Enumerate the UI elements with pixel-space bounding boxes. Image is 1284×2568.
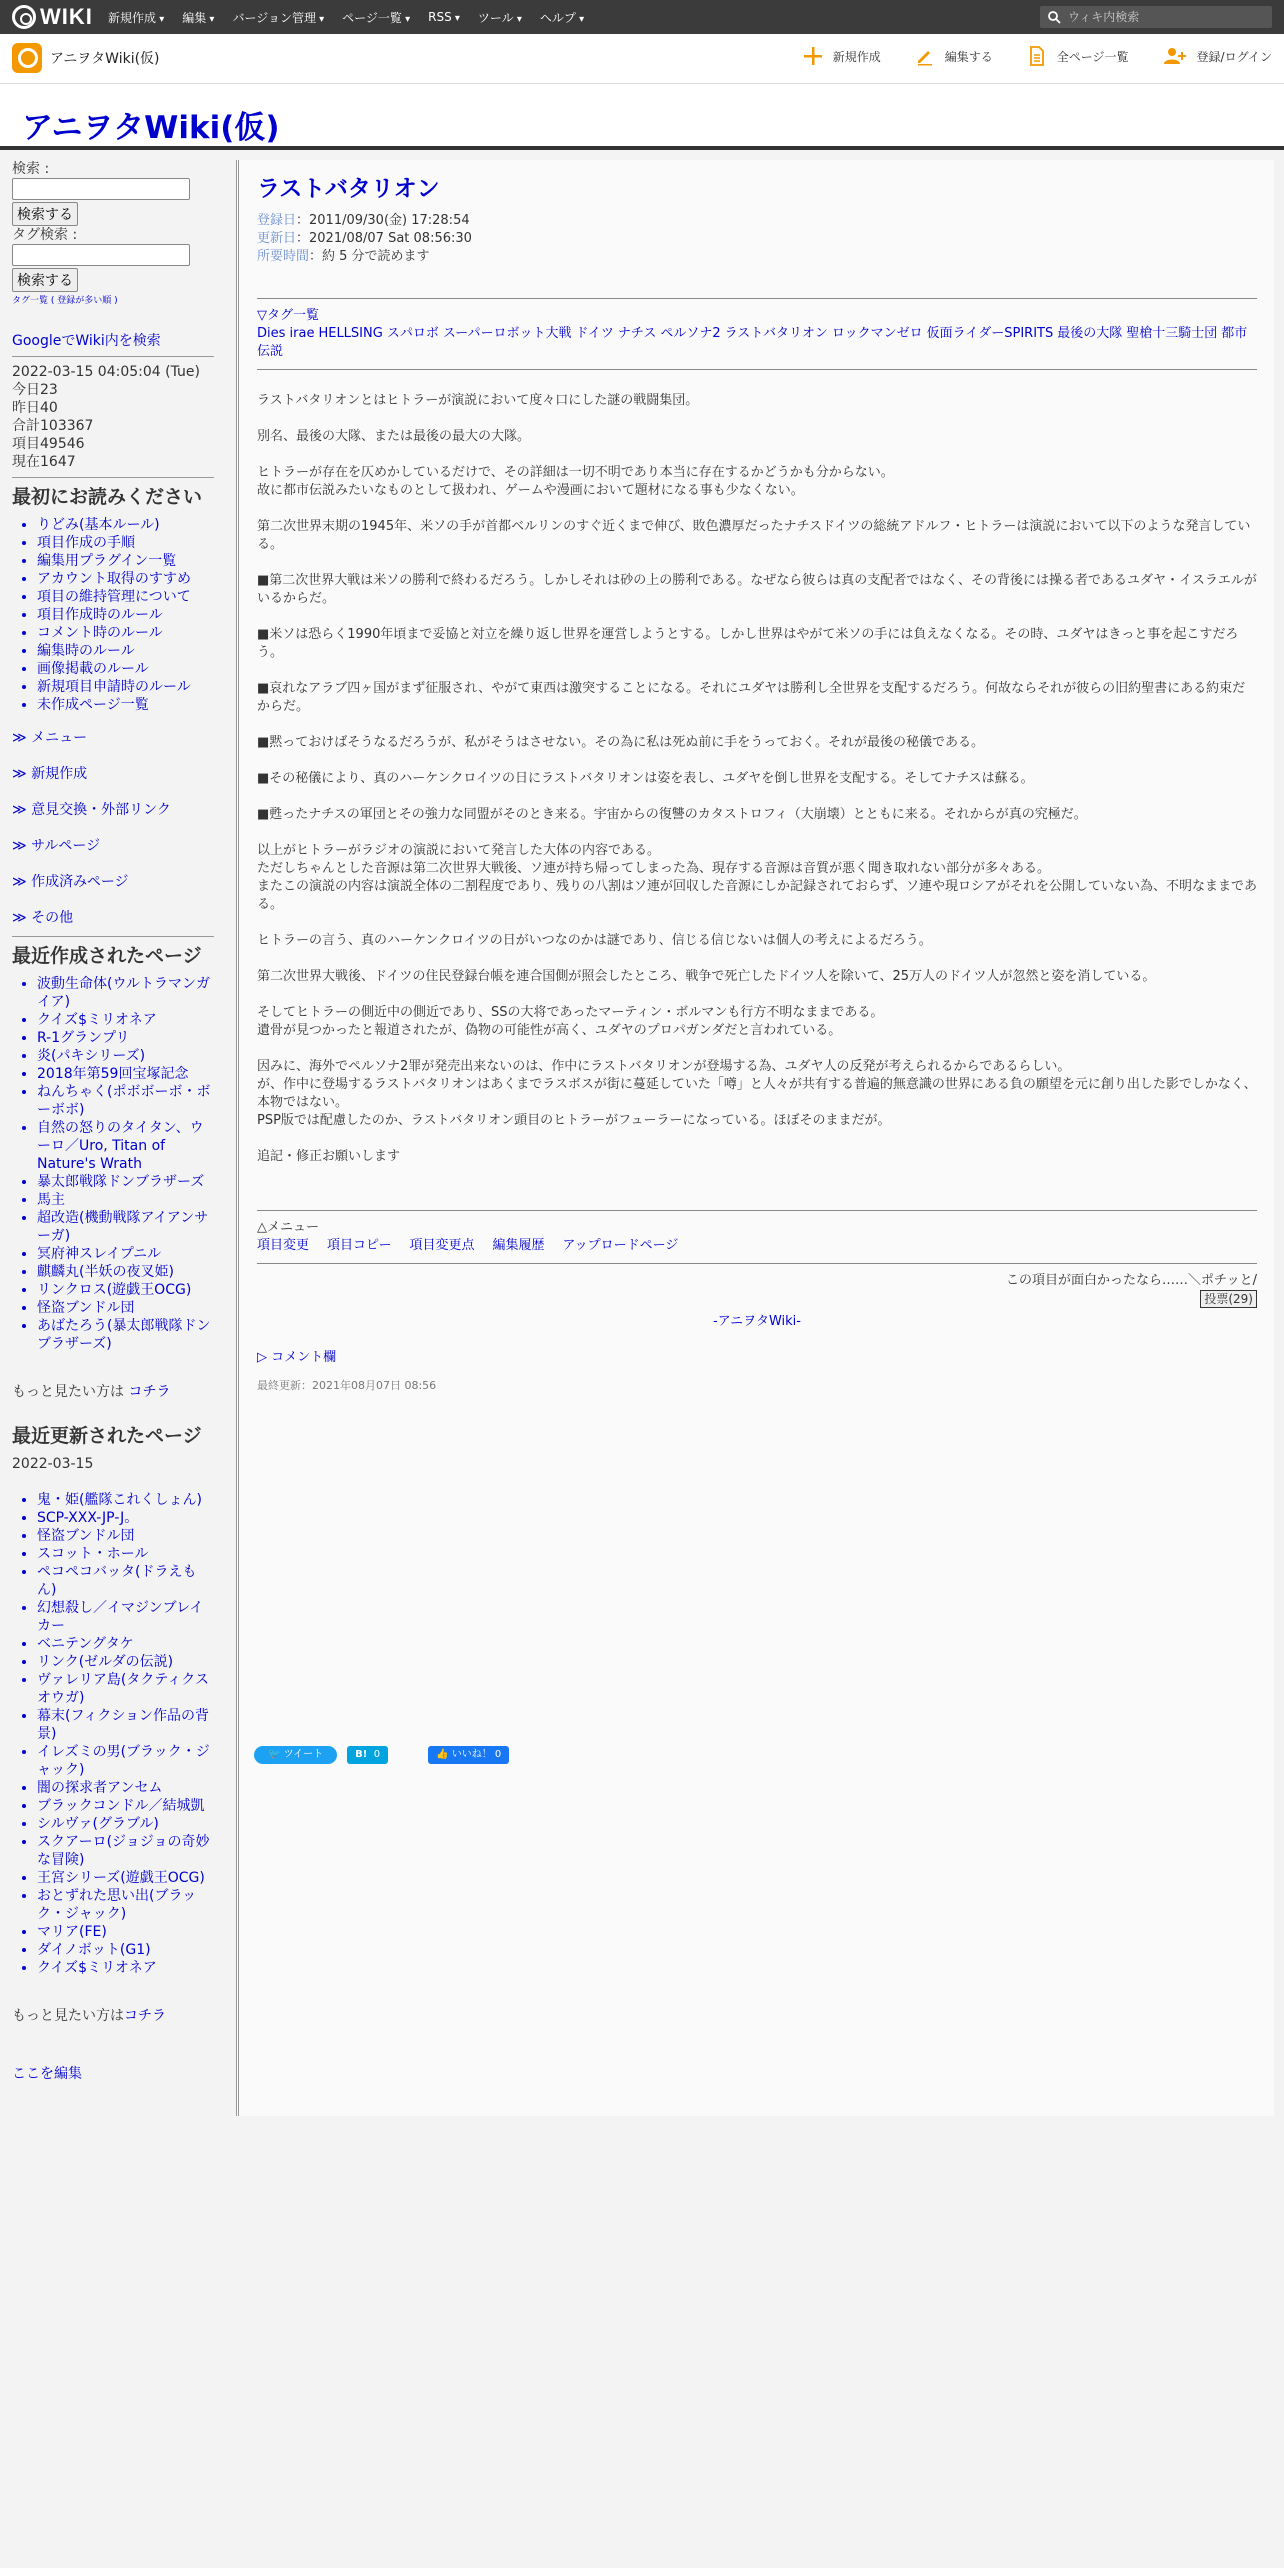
site-name: アニヲタWiki(仮) <box>50 51 160 67</box>
nav-link-salpage[interactable]: ≫ サルページ <box>12 828 214 864</box>
divider <box>257 369 1257 370</box>
nav-link-new[interactable]: ≫ 新規作成 <box>12 756 214 792</box>
article-paragraph <box>257 464 1257 500</box>
first-read-heading: 最初にお読みください <box>12 486 203 508</box>
google-search-link[interactable]: GoogleでWiki内を検索 <box>12 333 161 349</box>
list-item[interactable]: • 項目の維持管理について <box>37 588 214 606</box>
list-item[interactable]: • 新規項目申請時のルール <box>37 678 214 696</box>
sidebar-date: 2022-03-15 04:05:04 (Tue) <box>12 364 200 380</box>
more-updated <box>12 2007 214 2025</box>
site-logo-icon <box>12 43 42 73</box>
list-item[interactable]: • 王宮シリーズ(遊戯王OCG) <box>37 1869 214 1887</box>
page-menu <box>257 1237 1257 1255</box>
list-item[interactable]: • 自然の怒りのタイタン、ウーロ／Uro, Titan of Nature's Wrath <box>37 1119 214 1173</box>
tweet-button[interactable] <box>254 1746 337 1764</box>
list-item[interactable]: • 未作成ページ一覧 <box>37 696 214 714</box>
list-item[interactable]: • 怪盗ブンドル団 <box>37 1527 214 1545</box>
tag-link[interactable]: ペルソナ2 <box>660 326 721 341</box>
article-line: 以上がヒトラーがラジオの演説において発言した大体の内容である。 <box>257 843 661 858</box>
tag-link[interactable]: 仮面ライダーSPIRITS <box>926 326 1054 341</box>
header-actions <box>803 46 1272 66</box>
facebook-like-button[interactable] <box>428 1746 509 1764</box>
article-line: そしてヒトラーの側近中の側近であり、SSの大将であったマーティン・ボルマンも行方不明なままである。 <box>257 1005 884 1020</box>
list-item[interactable]: • 怪盗ブンドル団 <box>37 1299 214 1317</box>
login-label: 登録/ログイン <box>1196 49 1272 64</box>
list-item[interactable]: • マリア(FE) <box>37 1923 214 1941</box>
vote-text: この項目が面白かったなら……＼ポチッと/ <box>1006 1273 1257 1288</box>
article-paragraph <box>257 1148 1257 1166</box>
tag-link[interactable]: HELLSING <box>318 326 383 341</box>
recent-updated-heading: 最近更新されたページ <box>12 1425 202 1447</box>
all-pages-label: 全ページ一覧 <box>1056 49 1129 64</box>
list-item[interactable]: • ねんちゃく(ポボボーボ・ボーボボ) <box>37 1083 214 1119</box>
list-item[interactable]: • 幻想殺し／イマジンブレイカー <box>37 1599 214 1635</box>
list-item[interactable]: • ベニテングタケ <box>37 1635 214 1653</box>
list-item[interactable]: • 馬主 <box>37 1191 214 1209</box>
hatena-count: 0 <box>373 1749 381 1760</box>
menu-new[interactable]: 新規作成 ▾ <box>108 9 164 26</box>
new-page-label: 新規作成 <box>832 49 881 64</box>
page-meta <box>257 212 1257 266</box>
tag-search-label: タグ検索 : <box>12 227 78 243</box>
tag-search-input[interactable] <box>12 244 190 266</box>
list-item[interactable]: • アカウント取得のすすめ <box>37 570 214 588</box>
tag-heading[interactable] <box>257 307 1257 325</box>
tag-search-button[interactable]: 検索する <box>12 268 78 292</box>
article-line: 別名、最後の大隊、または最後の最大の大隊。 <box>257 429 531 444</box>
readtime-value: ：約 5 分で読めます <box>309 249 430 264</box>
hatena-bookmark-button[interactable] <box>347 1746 388 1764</box>
article-line: ■黙っておけばそうなるだろうが、私がそうはさせない。その為に私は死ぬ前に手をうっておく。それが最後の秘儀である。 <box>257 735 985 750</box>
comment-toggle[interactable]: ▷ コメント欄 <box>257 1350 337 1365</box>
list-item[interactable]: • SCP-XXX-JP-J。 <box>37 1509 214 1527</box>
tag-heading-text: ▽タグ一覧 <box>257 308 319 323</box>
list-item[interactable]: • 鬼・姫(艦隊これくしょん) <box>37 1491 214 1509</box>
menu-pages[interactable]: ページ一覧 ▾ <box>342 9 410 26</box>
list-item[interactable]: • 冥府神スレイプニル <box>37 1245 214 1263</box>
wiki-search-input[interactable] <box>1040 6 1272 28</box>
divider <box>257 1263 1257 1264</box>
list-item[interactable]: • 闇の探求者アンセム <box>37 1779 214 1797</box>
article-paragraph <box>257 806 1257 824</box>
article-paragraph <box>257 392 1257 410</box>
tag-link[interactable]: ラストバタリオン <box>724 326 828 341</box>
registered-label: 登録日 <box>257 213 297 228</box>
title-band <box>0 84 1284 150</box>
stat-total: 合計103367 <box>12 418 94 434</box>
article-line: ヒトラーの言う、真のハーケンクロイツの日がいつなのかは謎であり、信じる信じないは個人の考えによるだろう。 <box>257 933 932 948</box>
more-text: もっと見たい方は <box>12 1384 129 1400</box>
list-item[interactable]: • 項目作成の手順 <box>37 534 214 552</box>
list-item[interactable]: • 編集用プラグイン一覧 <box>37 552 214 570</box>
footer-wiki-link[interactable]: -アニヲタWiki- <box>713 1314 801 1329</box>
list-item[interactable]: • 画像掲載のルール <box>37 660 214 678</box>
article-line: ■哀れなアラブ四ヶ国がまず征服され、やがて東西は激突することになる。それにユダヤは勝利し全世界を支配するだろう。何故ならそれが彼らの旧約聖書にある約束だからだ。 <box>257 681 1246 714</box>
article-line: 遺骨が見つかったと報道されたが、偽物の可能性が高く、ユダヤのプロパガンダだと言われている。 <box>257 1023 842 1038</box>
tag-link[interactable]: 都市伝説 <box>257 326 1248 359</box>
article-paragraph <box>257 1004 1257 1040</box>
sidebar-search-button[interactable]: 検索する <box>12 202 78 226</box>
search-label: 検索 : <box>12 161 50 177</box>
article-body <box>257 392 1257 1166</box>
vote-button[interactable]: 投票(29) <box>1200 1290 1257 1308</box>
list-item[interactable]: • りどみ(基本ルール) <box>37 516 214 534</box>
article-paragraph <box>257 680 1257 716</box>
article-line: またこの演説の内容は演説全体の二割程度であり、残りの八割はソ連が回収した音源にしか記録されておらず、ソ連や現ロシアがそれを公開していない為、不明なままである。 <box>257 879 1257 912</box>
recent-updated-list <box>12 1491 214 1977</box>
list-item[interactable]: • イレズミの男(ブラック・ジャック) <box>37 1743 214 1779</box>
menu-link[interactable]: 項目変更 <box>257 1238 310 1253</box>
tag-link[interactable]: 聖槍十三騎士団 <box>1126 326 1218 341</box>
first-read-list <box>12 516 214 714</box>
edit-button[interactable] <box>915 46 993 66</box>
at-logo-icon <box>12 5 36 29</box>
list-item[interactable]: • ダイノボット(G1) <box>37 1941 214 1959</box>
site-header <box>0 34 1284 84</box>
article-paragraph <box>257 518 1257 554</box>
document-icon <box>1027 46 1047 66</box>
tag-link[interactable]: スパロボ <box>386 326 439 341</box>
list-item[interactable]: • ブラックコンドル／結城凱 <box>37 1797 214 1815</box>
updated-value: ：2021/08/07 Sat 08:56:30 <box>296 231 472 246</box>
bird-icon: 🐦 <box>268 1749 284 1760</box>
menu-rss[interactable]: RSS ▾ <box>428 10 460 24</box>
menu-link[interactable]: 項目変更点 <box>409 1238 475 1253</box>
menu-heading-text: △メニュー <box>257 1220 319 1235</box>
search-placeholder: ウィキ内検索 <box>1068 10 1140 24</box>
nav-link-other[interactable]: ≫ その他 <box>12 900 214 936</box>
article-line: 第二次世界末期の1945年、米ソの手が首都ベルリンのすぐ近くまで伸び、敗色濃厚だったナチスドイツの総統アドルフ・ヒトラーは演説において以下のような発言している。 <box>257 519 1251 552</box>
nav-link-menu[interactable]: ≫ メニュー <box>12 720 214 756</box>
top-bar <box>0 0 1284 34</box>
article-paragraph <box>257 842 1257 914</box>
updated-label: 更新日 <box>257 231 297 246</box>
more-created <box>12 1383 214 1401</box>
article-paragraph <box>257 770 1257 788</box>
stat-items: 項目49546 <box>12 436 85 452</box>
divider <box>257 298 1257 299</box>
list-item[interactable]: • リンク(ゼルダの伝説) <box>37 1653 214 1671</box>
search-icon <box>1048 11 1061 24</box>
article-line: PSP版では配慮したのか、ラストバタリオン頭目のヒトラーがフューラーになっている。ほぼそのままだが。 <box>257 1113 891 1128</box>
menu-edit[interactable]: 編集 ▾ <box>182 9 214 26</box>
tag-link[interactable]: ロックマンゼロ <box>831 326 923 341</box>
list-item[interactable]: • ペコペコバッタ(ドラえもん) <box>37 1563 214 1599</box>
article-line: ヒトラーが存在を仄めかしているだけで、その詳細は一切不明であり本当に存在するかどうかも分からない。 <box>257 465 894 480</box>
edit-label: 編集する <box>944 49 993 64</box>
list-item[interactable]: • 編集時のルール <box>37 642 214 660</box>
article-line: ただしちゃんとした音源は第二次世界大戦後、ソ連が持ち帰ってしまった為、現存する音源は音質が悪く聞き取れない部分が多々ある。 <box>257 861 1051 876</box>
new-page-button[interactable] <box>803 46 881 66</box>
article-line: が、作中に登場するラストバタリオンはあくまでラスボスが街に蔓延していた「噂」と人々が共有する普遍的無意識の世界にある負の願望を元に創り出した影でしかなく、本物ではない。 <box>257 1077 1257 1110</box>
list-item[interactable]: • リンクロス(遊戯王OCG) <box>37 1281 214 1299</box>
article-line: 第二次世界大戦後、ドイツの住民登録台帳を連合国側が照会したところ、戦争で死亡したドイツ人を除いて、25万人のドイツ人が忽然と姿を消している。 <box>257 969 1156 984</box>
edit-here-link[interactable]: ここを編集 <box>12 2066 82 2082</box>
article-line: ■その秘儀により、真のハーケンクロイツの日にラストバタリオンは姿を表し、ユダヤを倒し世界を支配する。そしてナチスは蘇る。 <box>257 771 1034 786</box>
list-item[interactable]: • 幕末(フィクション作品の背景) <box>37 1707 214 1743</box>
tag-list <box>257 325 1257 361</box>
list-item[interactable]: • 項目作成時のルール <box>37 606 214 624</box>
hatena-b-icon: B! <box>355 1749 368 1760</box>
menu-tools[interactable]: ツール ▾ <box>478 9 522 26</box>
menu-help[interactable]: ヘルプ ▾ <box>540 9 584 26</box>
last-updated: 最終更新：2021年08月07日 08:56 <box>257 1379 437 1392</box>
article-line: 追記・修正お願いします <box>257 1149 401 1164</box>
article-line: 故に都市伝説みたいなものとして扱われ、ゲームや漫画において題材になる事も少なくない。 <box>257 483 804 498</box>
tag-link[interactable]: Dies irae <box>257 326 315 341</box>
nav-link-created[interactable]: ≫ 作成済みページ <box>12 864 214 900</box>
top-menu <box>108 0 584 34</box>
registered-value: ：2011/09/30(金) 17:28:54 <box>296 213 470 228</box>
menu-link[interactable]: 項目コピー <box>327 1238 392 1253</box>
nav-link-opinion[interactable]: ≫ 意見交換・外部リンク <box>12 792 214 828</box>
divider <box>257 1210 1257 1211</box>
social-buttons <box>254 1746 509 1764</box>
article-paragraph <box>257 626 1257 662</box>
logo-text: WIKI <box>40 4 93 29</box>
site-title-link[interactable]: アニヲタWiki(仮) <box>22 110 280 146</box>
tag-link[interactable]: ナチス <box>617 326 657 341</box>
article-paragraph <box>257 968 1257 986</box>
login-button[interactable] <box>1163 46 1272 66</box>
more-link[interactable]: コチラ <box>124 2008 166 2024</box>
tag-link[interactable]: スーパーロボット大戦 <box>442 326 572 341</box>
list-item[interactable]: • スコット・ホール <box>37 1545 214 1563</box>
divider <box>12 356 214 357</box>
pencil-icon <box>915 46 935 66</box>
list-item[interactable]: • 超改造(機動戦隊アイアンサーガ) <box>37 1209 214 1245</box>
list-item[interactable]: • シルヴァ(グラブル) <box>37 1815 214 1833</box>
list-item[interactable]: • クイズ$ミリオネア <box>37 1011 214 1029</box>
menu-heading[interactable] <box>257 1219 1257 1237</box>
list-item[interactable]: • ヴァレリア島(タクティクスオウガ) <box>37 1671 214 1707</box>
article-line: ■甦ったナチスの軍団とその強力な同盟がそのとき来る。宇宙からの復讐のカタストロフィ（大崩壊）とともに来る。それからが真の究極だ。 <box>257 807 1087 822</box>
article-paragraph <box>257 932 1257 950</box>
stat-yesterday: 昨日40 <box>12 400 58 416</box>
article-paragraph <box>257 734 1257 752</box>
readtime-label: 所要時間 <box>257 249 310 264</box>
recent-updated-date: 2022-03-15 <box>12 1456 94 1472</box>
all-pages-button[interactable] <box>1027 46 1129 66</box>
stat-today: 今日23 <box>12 382 58 398</box>
thumbs-up-icon: 👍 <box>436 1749 452 1760</box>
like-label: いいね！ 0 <box>451 1749 502 1760</box>
list-item[interactable]: • R-1グランプリ <box>37 1029 214 1047</box>
divider <box>12 936 214 937</box>
list-item[interactable]: • 麒麟丸(半妖の夜叉姫) <box>37 1263 214 1281</box>
site-logo[interactable] <box>12 43 160 73</box>
tweet-label: ツイート <box>283 1749 324 1760</box>
list-item[interactable]: • 波動生命体(ウルトラマンガイア) <box>37 975 214 1011</box>
user-add-icon <box>1163 46 1187 66</box>
main-content <box>257 172 1257 1395</box>
recent-created-heading: 最近作成されたページ <box>12 945 202 967</box>
article-paragraph <box>257 428 1257 446</box>
sidebar-search-input[interactable] <box>12 178 190 200</box>
atwiki-logo[interactable] <box>12 4 93 30</box>
article-line: ラストバタリオンとはヒトラーが演説において度々口にした謎の戦闘集団。 <box>257 393 699 408</box>
tag-list-link[interactable]: タグ一覧 ( 登録が多い順 ) <box>12 296 118 306</box>
tag-link[interactable]: ドイツ <box>575 326 614 341</box>
list-item[interactable]: • スクアーロ(ジョジョの奇妙な冒険) <box>37 1833 214 1869</box>
article-paragraph <box>257 572 1257 608</box>
menu-link[interactable]: アップロードページ <box>562 1238 679 1253</box>
list-item[interactable]: • 暴太郎戦隊ドンブラザーズ <box>37 1173 214 1191</box>
list-item[interactable]: • 2018年第59回宝塚記念 <box>37 1065 214 1083</box>
article-line: ■第二次世界大戦は米ソの勝利で終わるだろう。しかしそれは砂の上の勝利である。なぜなら彼らは真の支配者ではなく、その背後には操る者であるユダヤ・イスラエルがいるからだ。 <box>257 573 1257 606</box>
menu-link[interactable]: 編集履歴 <box>492 1238 545 1253</box>
menu-version[interactable]: バージョン管理 ▾ <box>232 9 324 26</box>
divider <box>12 477 214 478</box>
list-item[interactable]: • あばたろう(暴太郎戦隊ドンブラザーズ) <box>37 1317 214 1353</box>
main-content-box <box>236 160 1274 2116</box>
list-item[interactable]: • クイズ$ミリオネア <box>37 1959 214 1977</box>
tag-link[interactable]: 最後の大隊 <box>1057 326 1123 341</box>
list-item[interactable]: • おとずれた思い出(ブラック・ジャック) <box>37 1887 214 1923</box>
article-line: 因みに、海外でペルソナ2罪が発売出来ないのは、作中にラストバタリオンが登場する為、ユダヤ人の反発が考えられるからであるらしい。 <box>257 1059 1071 1074</box>
recent-created-list <box>12 975 214 1353</box>
more-link[interactable]: コチラ <box>128 1384 171 1400</box>
list-item[interactable]: • コメント時のルール <box>37 624 214 642</box>
list-item[interactable]: • 炎(パキシリーズ) <box>37 1047 214 1065</box>
more-text: もっと見たい方は <box>12 2008 124 2024</box>
sidebar <box>0 160 226 2083</box>
page-title[interactable]: ラストバタリオン <box>257 176 440 202</box>
stat-current: 現在1647 <box>12 454 76 470</box>
article-line: ■米ソは恐らく1990年頃まで妥協と対立を繰り返し世界を運営しようとする。しかし世界はやがて米ソの手には負えなくなる。その時、ユダヤはきっと事を起こすだろう。 <box>257 627 1239 660</box>
article-paragraph <box>257 1058 1257 1130</box>
plus-icon <box>803 46 823 66</box>
